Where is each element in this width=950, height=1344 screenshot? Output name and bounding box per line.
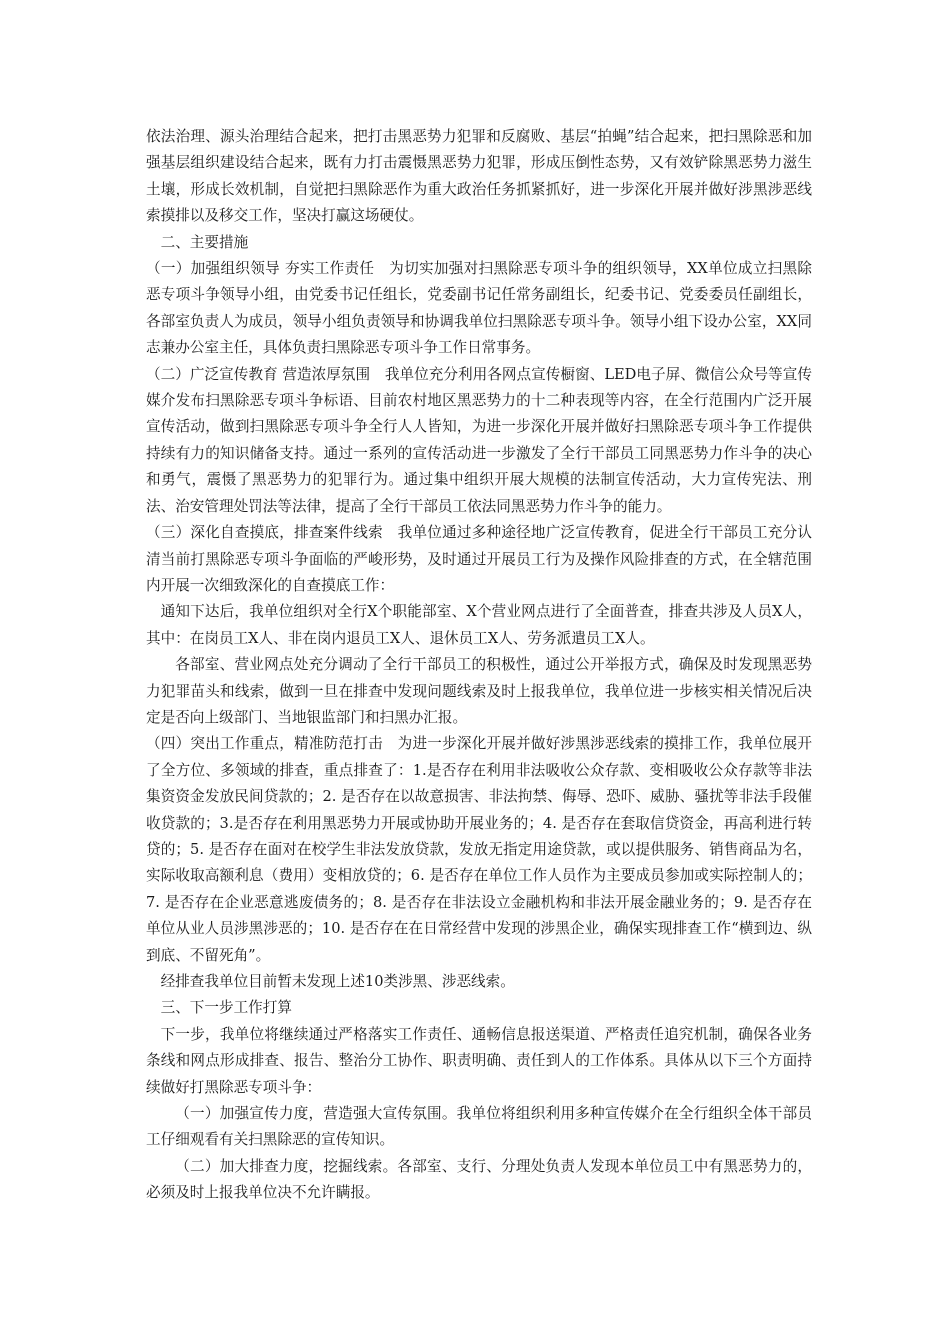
paragraph-intro-continued: 依法治理、源头治理结合起来，把打击黑恶势力犯罪和反腐败、基层“拍蝇”结合起来，把扫黑除恶和加强基层组织建设结合起来，既有力打击震慑黑恶势力犯罪，形成压倒性态势，又有效铲除黑恶势力滋生土壤，形成长效机制，自觉把扫黑除恶作为重大政治任务抓紧抓好，进一步深化开展并做好涉黑涉恶线索摸排以及移交工作，坚决打赢这场硬仗。 xyxy=(146,128,812,225)
paragraph-measure-1: （一）加强组织领导 夯实工作责任 为切实加强对扫黑除恶专项斗争的组织领导，XX单位成立扫黑除恶专项斗争领导小组，由党委书记任组长，党委副书记任常务副组长，纪委书记、党委委员任副组长，各部室负责人为成员，领导小组负责领导和协调我单位扫黑除恶专项斗争。领导小组下设办公室，XX同志兼办公室主任，具体负责扫黑除恶专项斗争工作日常事务。 xyxy=(146,260,812,357)
paragraph-department-actions: 各部室、营业网点处充分调动了全行干部员工的积极性，通过公开举报方式，确保及时发现黑恶势力犯罪苗头和线索，做到一旦在排查中发现问题线索及时上报我单位，我单位进一步核实相关情况后决定是否向上级部门、当地银监部门和扫黑办汇报。 xyxy=(146,656,812,726)
paragraph-next-step-1: （一）加强宣传力度，营造强大宣传氛围。我单位将组织利用多种宣传媒介在全行组织全体干部员工仔细观看有关扫黑除恶的宣传知识。 xyxy=(146,1105,812,1149)
section-heading-main-measures: 二、主要措施 xyxy=(160,233,249,251)
document-body xyxy=(146,124,812,1207)
paragraph-measure-4: （四）突出工作重点，精准防范打击 为进一步深化开展并做好涉黑涉恶线索的摸排工作，我单位展开了全方位、多领域的排查，重点排查了：1.是否存在利用非法吸收公众存款、变相吸收公众存款等非法集资资金发放民间贷款的；2. 是否存在以故意损害、非法拘禁、侮辱、恐吓、威胁、骚扰等非法手段催收贷款的；3.是否存在利用黑恶势力开展或协助开展业务的；4. 是否存在套取信贷资金，再高利进行转贷的；5. 是否存在面对在校学生非法发放贷款，发放无指定用途贷款，或以提供服务、销售商品为名，实际收取高额利息（费用）变相放贷的；6. 是否存在单位工作人员作为主要成员参加或实际控制人的；7. 是否存在企业恶意逃废债务的；8. 是否存在非法设立金融机构和非法开展金融业务的；9. 是否存在单位从业人员涉黑涉恶的；10. 是否存在在日常经营中发现的涉黑企业，确保实现排查工作“横到边、纵到底、不留死角”。 xyxy=(146,735,812,964)
paragraph-measure-3: （三）深化自查摸底，排查案件线索 我单位通过多种途径地广泛宣传教育，促进全行干部员工充分认清当前打黑除恶专项斗争面临的严峻形势，及时通过开展员工行为及操作风险排查的方式，在全辖范围内开展一次细致深化的自查摸底工作： xyxy=(146,524,812,594)
paragraph-measure-2: （二）广泛宣传教育 营造浓厚氛围 我单位充分利用各网点宣传橱窗、LED电子屏、微信公众号等宣传媒介发布扫黑除恶专项斗争标语、目前农村地区黑恶势力的十二种表现等内容，在全行范围内广泛开展宣传活动，做到扫黑除恶专项斗争全行人人皆知，为进一步深化开展并做好扫黑除恶专项斗争工作提供持续有力的知识储备支持。通过一系列的宣传活动进一步激发了全行干部员工同黑恶势力作斗争的决心和勇气，震慑了黑恶势力的犯罪行为。通过集中组织开展大规模的法制宣传活动，大力宣传宪法、刑法、治安管理处罚法等法律，提高了全行干部员工依法同黑恶势力作斗争的能力。 xyxy=(146,365,812,515)
paragraph-investigation-result: 经排查我单位目前暂未发现上述10类涉黑、涉恶线索。 xyxy=(160,973,515,990)
paragraph-survey-results: 通知下达后，我单位组织对全行X个职能部室、X个营业网点进行了全面普查，排查共涉及人员X人，其中：在岗员工X人、非在岗内退员工X人、退休员工X人、劳务派遣员工X人。 xyxy=(146,603,812,647)
paragraph-next-steps-intro: 下一步，我单位将继续通过严格落实工作责任、通畅信息报送渠道、严格责任追究机制，确保各业务条线和网点形成排查、报告、整治分工协作、职责明确、责任到人的工作体系。具体从以下三个方面持续做好打黑除恶专项斗争： xyxy=(146,1025,812,1096)
paragraph-next-step-2: （二）加大排查力度，挖掘线索。各部室、支行、分理处负责人发现本单位员工中有黑恶势力的，必须及时上报我单位决不允许瞒报。 xyxy=(146,1157,812,1202)
section-heading-next-steps: 三、下一步工作打算 xyxy=(160,999,292,1017)
